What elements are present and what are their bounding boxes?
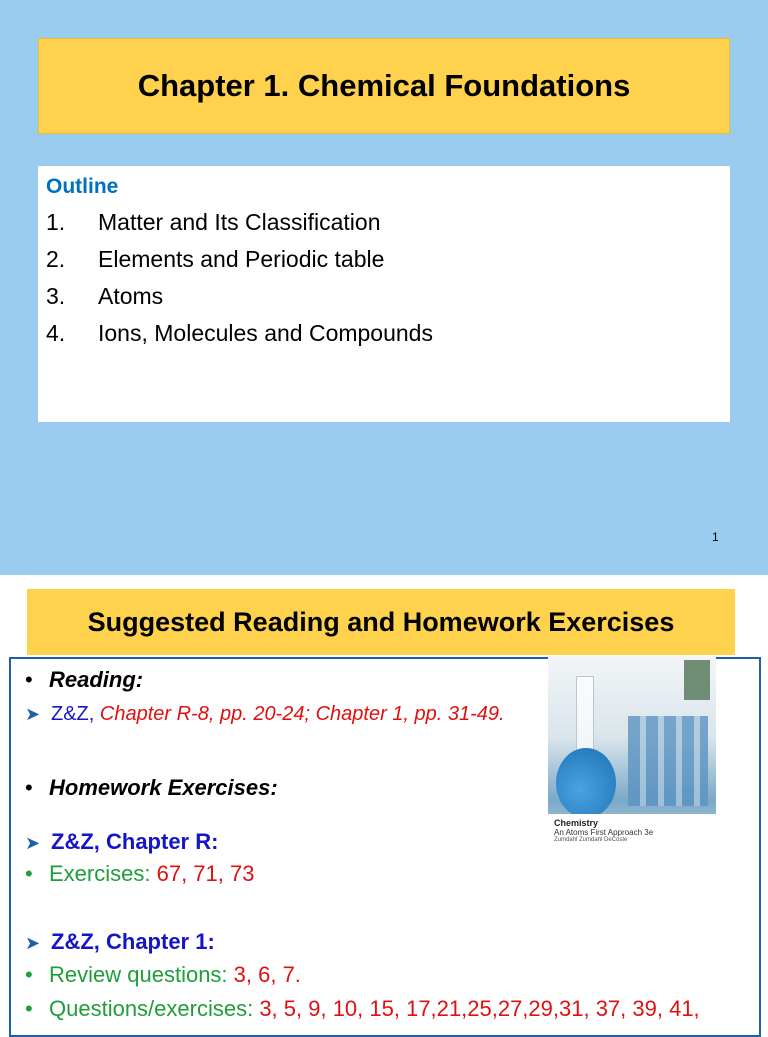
questions-label: Questions/exercises: xyxy=(49,996,260,1021)
page-title: Chapter 1. Chemical Foundations xyxy=(137,68,631,103)
chapter-r-label: Z&Z, Chapter R: xyxy=(51,829,219,854)
exercises-values: 67, 71, 73 xyxy=(156,861,255,886)
reading-row xyxy=(25,667,143,693)
homework-label: Homework Exercises: xyxy=(49,775,278,800)
bullet-icon: • xyxy=(25,775,33,800)
flask-icon xyxy=(556,748,616,818)
publisher-logo-icon xyxy=(684,660,710,700)
bullet-icon: • xyxy=(25,667,33,692)
bullet-icon: • xyxy=(25,996,33,1021)
chapter-1-row xyxy=(25,929,215,955)
outline-heading: Outline xyxy=(46,175,119,198)
review-row xyxy=(25,962,301,988)
book-title: Chemistry xyxy=(554,818,599,828)
outline-panel xyxy=(38,166,730,422)
homework-row xyxy=(25,775,278,801)
title-banner xyxy=(38,38,730,134)
page-number: 1 xyxy=(712,530,719,544)
review-label: Review questions: xyxy=(49,962,234,987)
slide-2 xyxy=(0,575,768,1024)
bullet-icon: • xyxy=(25,962,33,987)
reading-text: Chapter R-8, pp. 20-24; Chapter 1, pp. 31-49. xyxy=(99,703,505,725)
book-subtitle: An Atoms First Approach 3e xyxy=(554,828,654,837)
arrow-icon: ➤ xyxy=(25,833,41,853)
exercises-row xyxy=(25,861,254,887)
chapter-r-row xyxy=(25,829,218,855)
outline-item: 3. Atoms xyxy=(46,283,164,309)
book-cover-image xyxy=(548,656,716,862)
arrow-icon: ➤ xyxy=(25,933,41,953)
test-tubes xyxy=(628,716,708,806)
chapter-1-label: Z&Z, Chapter 1: xyxy=(51,929,215,954)
questions-values: 3, 5, 9, 10, 15, 17,21,25,27,29,31, 37, 39, 41, xyxy=(259,996,700,1021)
arrow-icon: ➤ xyxy=(25,704,41,724)
outline-item: 1. Matter and Its Classification xyxy=(46,209,381,235)
reading-label: Reading: xyxy=(49,667,144,692)
outline-item: 2. Elements and Periodic table xyxy=(46,246,385,272)
bullet-icon: • xyxy=(25,861,33,886)
outline-list xyxy=(46,204,730,352)
cover-text xyxy=(548,814,716,862)
section-title: Suggested Reading and Homework Exercises xyxy=(87,606,675,637)
reading-source: Z&Z xyxy=(51,703,89,725)
section-banner xyxy=(27,589,735,655)
reading-detail-row: ➤ Z&Z, Chapter R-8, pp. 20-24; Chapter 1, pp. 31-49. xyxy=(25,703,505,725)
review-values: 3, 6, 7. xyxy=(233,962,301,987)
flask-neck xyxy=(576,676,594,758)
book-authors: Zumdahl Zumdahl DeCoste xyxy=(554,837,628,843)
outline-item: 4. Ions, Molecules and Compounds xyxy=(46,320,433,346)
questions-row xyxy=(25,996,700,1022)
exercises-label: Exercises: xyxy=(49,861,157,886)
